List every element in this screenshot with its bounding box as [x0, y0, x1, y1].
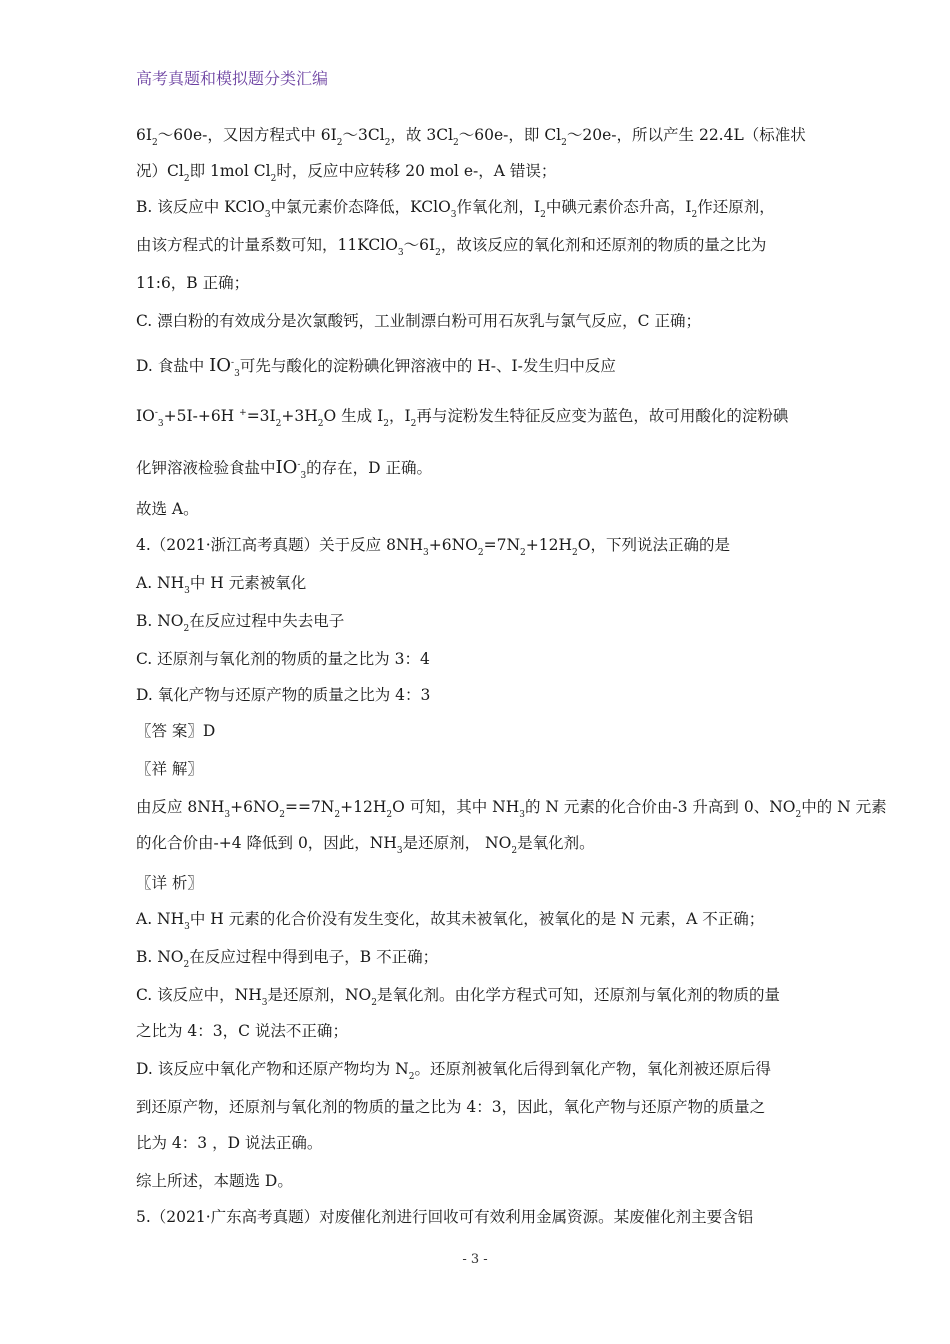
option-c: C. 还原剂与氧化剂的物质的量之比为 3：4 [136, 650, 430, 668]
header-title: 高考真题和模拟题分类汇编 [136, 69, 329, 88]
page-number: - 3 - [462, 1252, 488, 1267]
option-a: A. $NH_3$中 H 元素被氧化 [136, 574, 307, 596]
question-5: 5.（2021·广东高考真题）对废催化剂进行回收可有效利用金属资源。某废催化剂主要含铝 [136, 1208, 754, 1226]
text-line: C. 该反应中，$NH_3$是还原剂，$NO_2$是氧化剂。由化学方程式可知，还原剂与氧化剂的物质的量 [136, 986, 781, 1008]
text-line: 故选 A。 [136, 500, 199, 518]
text-line: 综上所述，本题选 D。 [136, 1172, 293, 1190]
text-line: B. $NO_2$在反应过程中得到电子，B 不正确； [136, 948, 439, 970]
text-line: 之比为 4：3，C 说法不正确； [136, 1022, 348, 1040]
option-d: D. 氧化产物与还原产物的质量之比为 4：3 [136, 686, 431, 704]
text-line: 11:6，B 正确； [136, 274, 250, 292]
text-line: B. 该反应中 KClO$_3$中氯元素价态降低，KClO$_3$作氧化剂，$I_2$中碘元素价态升高，$I_2$作还原剂， [136, 198, 775, 220]
text-line: C. 漂白粉的有效成分是次氯酸钙，工业制漂白粉可用石灰乳与氯气反应，C 正确； [136, 312, 701, 330]
option-b: B. $NO_2$在反应过程中失去电子 [136, 612, 345, 634]
answer: 〖答 案〗D [136, 722, 216, 740]
text-line: $6I_2\sim 60e-$，又因方程式中 $6I_2\sim 3Cl_2$，故 $3Cl_2\sim 60e-$，即 $Cl_2\sim 20e-$，所以产生 22.4L（标准状 [136, 126, 806, 148]
text-line: 况）$Cl_2$即 1mol $Cl_2$时，反应中应转移 20 mol e-，A 错误； [136, 162, 557, 184]
text-line: 比为 4：3 ，D 说法正确。 [136, 1134, 323, 1152]
text-line: 的化合价由-+4 降低到 0，因此，$NH_3$是还原剂， $NO_2$是氧化剂。 [136, 834, 595, 856]
section-heading: 〖祥 解〗 [136, 760, 203, 778]
text-line: 由反应 $8NH_3+6NO_2==7N_2+12H_2O$ 可知，其中 $NH_3$的 N 元素的化合价由-3 升高到 0、$NO_2$中的 N 元素 [136, 798, 887, 820]
text-line: D. 该反应中氧化产物和还原产物均为 $N_2$。还原剂被氧化后得到氧化产物，氧化剂被还原后得 [136, 1060, 771, 1082]
section-heading: 〖详 析〗 [136, 874, 203, 892]
question-4: 4.（2021·浙江高考真题）关于反应 $8NH_3+6NO_2=7N_2+12H_2O$，下列说法正确的是 [136, 536, 730, 558]
text-line: 化钾溶液检验食盐中$IO^-_3$的存在，D 正确。 [136, 457, 433, 481]
text-line: A. $NH_3$中 H 元素的化合价没有发生变化，故其未被氧化，被氧化的是 N 元素，A 不正确； [136, 910, 765, 932]
text-line: $IO^-_3+5I-+6H$ $^+=3I_2+3H_2O$ 生成 $I_2$，$I_2$再与淀粉发生特征反应变为蓝色，故可用酸化的淀粉碘 [136, 407, 789, 429]
text-line: 到还原产物，还原剂与氧化剂的物质的量之比为 4：3，因此，氧化产物与还原产物的质量之 [136, 1098, 766, 1116]
text-line: 由该方程式的计量系数可知，$11KClO_3\sim 6I_2$，故该反应的氧化剂和还原剂的物质的量之比为 [136, 236, 767, 258]
text-line: D. 食盐中 $IO^-_3$可先与酸化的淀粉碘化钾溶液中的 H-、I-发生归中反应 [136, 355, 616, 379]
